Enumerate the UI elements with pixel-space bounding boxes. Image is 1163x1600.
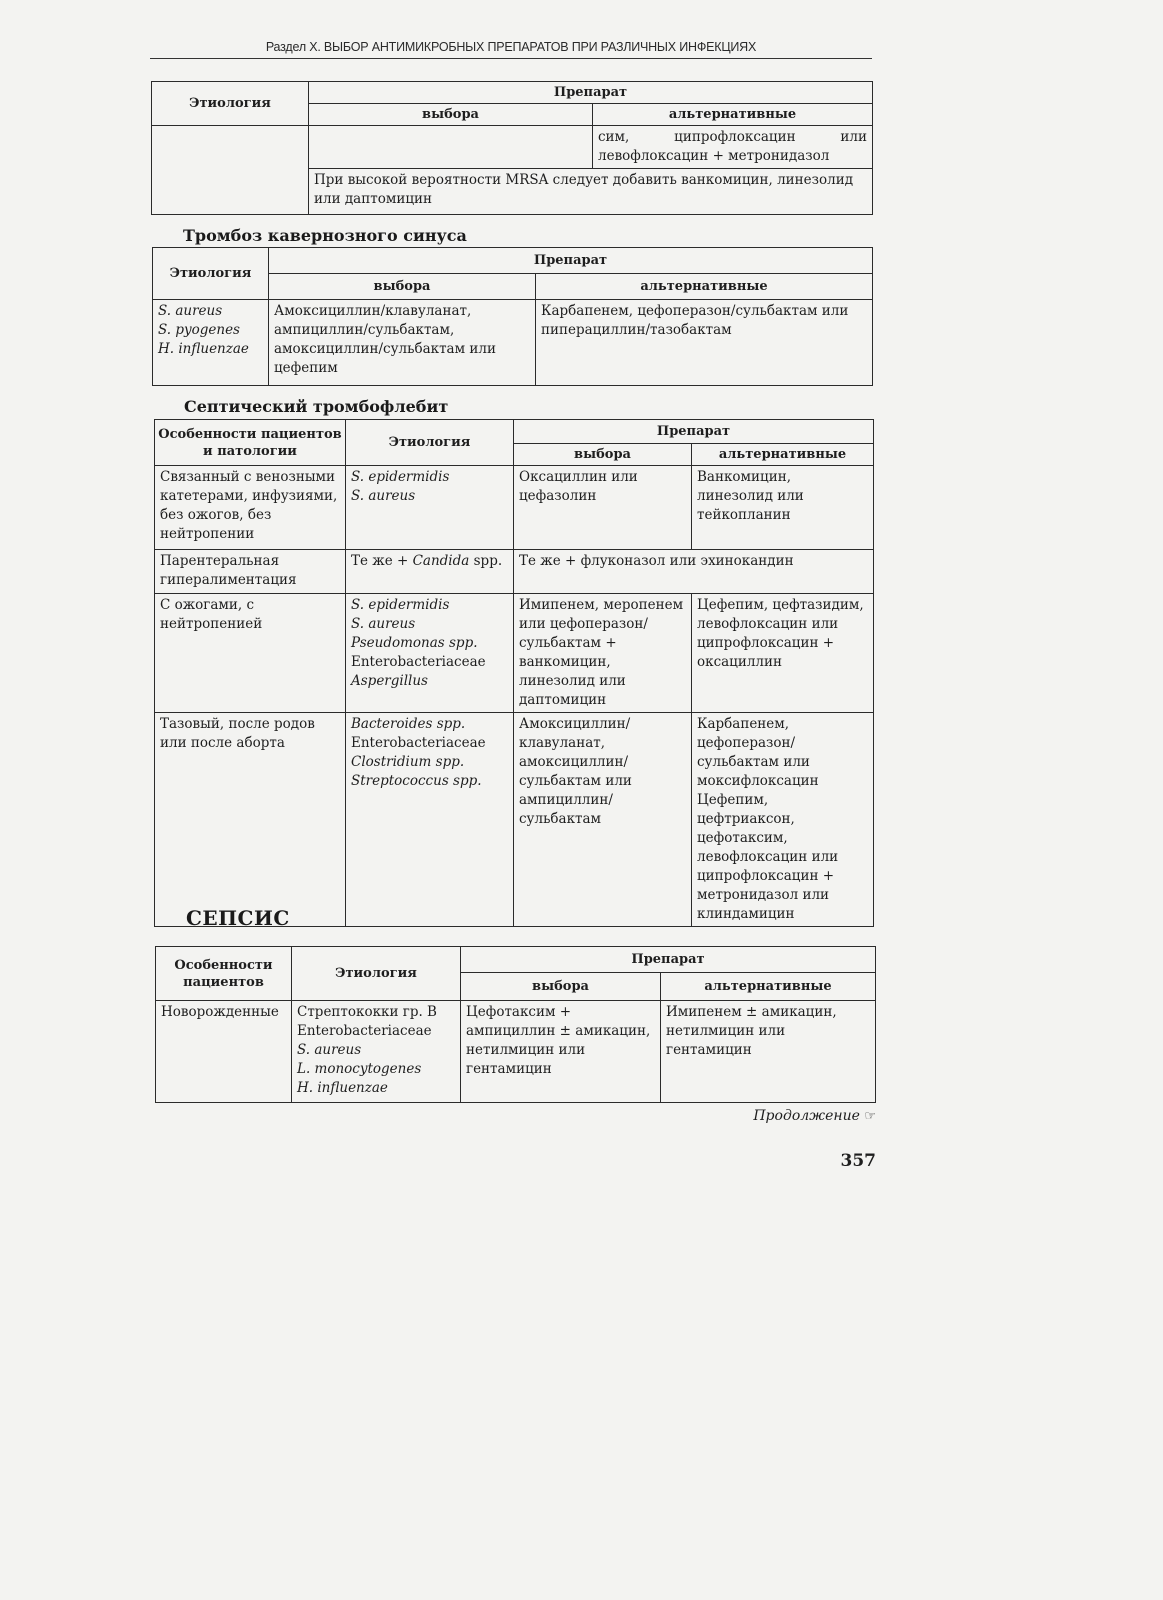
etiology-prefix: Те же + xyxy=(351,553,413,569)
header-alternative: альтернативные xyxy=(593,104,873,126)
cell-etiology xyxy=(153,300,269,386)
cell-alternative xyxy=(692,713,874,927)
table-septic-thrombophlebitis xyxy=(154,419,874,927)
organism-name: S. epidermidis xyxy=(351,597,450,613)
organism-name: Enterobacteriaceae xyxy=(297,1023,432,1039)
header-choice: выбора xyxy=(269,274,536,300)
cell-patients: Связанный с венозными катетерами, инфузиями, без ожогов, без нейтропении xyxy=(155,466,346,550)
organism-name: H. influenzae xyxy=(158,341,249,357)
header-drug: Препарат xyxy=(309,82,873,104)
header-alternative: альтернативные xyxy=(536,274,873,300)
organism-name: S. aureus xyxy=(351,616,416,632)
cell-etiology-empty xyxy=(152,126,309,215)
header-drug: Препарат xyxy=(514,420,874,444)
header-drug: Препарат xyxy=(269,248,873,274)
organism-name: H. influenzae xyxy=(297,1080,388,1096)
cell-alternative: Ванкомицин, линезолид или тейкопланин xyxy=(692,466,874,550)
header-alternative: альтернативные xyxy=(661,973,876,1001)
cell-etiology xyxy=(346,466,514,550)
organism-name: Enterobacteriaceae xyxy=(351,654,486,670)
header-etiology: Этиология xyxy=(153,248,269,300)
pointing-hand-icon: ☞ xyxy=(864,1109,876,1124)
organism-name: Стрептококки гр. В xyxy=(297,1004,437,1020)
cell-patients: Новорожденные xyxy=(156,1001,292,1103)
header-etiology: Этиология xyxy=(292,947,461,1001)
etiology-suffix: spp. xyxy=(469,553,503,569)
header-etiology: Этиология xyxy=(152,82,309,126)
organism-name: L. monocytogenes xyxy=(297,1061,422,1077)
continuation-label: Продолжение xyxy=(753,1108,860,1124)
organism-name: Candida xyxy=(412,553,470,569)
cell-note: При высокой вероятности MRSA следует добавить ванкомицин, линезолид или даптомицин xyxy=(309,169,873,215)
cell-choice: Амоксициллин/клавуланат, амоксициллин/сульбактам или ампициллин/сульбактам xyxy=(514,713,692,927)
section-title-cavernous: Тромбоз кавернозного синуса xyxy=(183,226,467,245)
organism-name: Enterobacteriaceae xyxy=(351,735,486,751)
header-choice: выбора xyxy=(514,444,692,466)
cell-choice: Оксациллин или цефазолин xyxy=(514,466,692,550)
cell-choice: Имипенем, меропенем или цефоперазон/сульбактам + ванкомицин, линезолид или даптомицин xyxy=(514,594,692,713)
cell-patients: С ожогами, с нейтропенией xyxy=(155,594,346,713)
organism-name: Streptococcus spp. xyxy=(351,773,482,789)
cell-alternative: Карбапенем, цефоперазон/сульбактам или пиперациллин/тазобактам xyxy=(536,300,873,386)
header-patients: Особенности пациентов и патологии xyxy=(155,420,346,466)
cell-etiology xyxy=(346,713,514,927)
header-drug: Препарат xyxy=(461,947,876,973)
header-choice: выбора xyxy=(461,973,661,1001)
cell-etiology xyxy=(292,1001,461,1103)
cell-choice-empty xyxy=(309,126,593,169)
cell-patients: Тазовый, после родов или после аборта xyxy=(155,713,346,927)
cell-etiology xyxy=(346,594,514,713)
cell-alternative: Цефепим, цефтазидим, левофлоксацин или ципрофлоксацин + оксациллин xyxy=(692,594,874,713)
header-etiology: Этиология xyxy=(346,420,514,466)
organism-name: S. aureus xyxy=(158,303,223,319)
header-alternative: альтернативные xyxy=(692,444,874,466)
organism-name: S. epidermidis xyxy=(351,469,450,485)
cell-etiology xyxy=(346,550,514,594)
organism-name: Clostridium spp. xyxy=(351,754,465,770)
cell-patients: Парентеральная гипералиментация xyxy=(155,550,346,594)
section-title-sepsis: СЕПСИС xyxy=(186,906,290,930)
organism-name: Pseudomonas spp. xyxy=(351,635,478,651)
table-sepsis xyxy=(155,946,876,1103)
organism-name: Aspergillus xyxy=(351,673,428,689)
cell-choice: Амоксициллин/клавуланат, ампициллин/сульбактам, амоксициллин/сульбактам или цефепим xyxy=(269,300,536,386)
cell-choice: Цефотаксим + ампициллин ± амикацин, нетилмицин или гентамицин xyxy=(461,1001,661,1103)
continuation-note xyxy=(700,1108,876,1124)
organism-name: S. aureus xyxy=(351,488,416,504)
alternative-option: Цефепим, цефтриаксон, цефотаксим, левофлоксацин или ципрофлоксацин + метронидазол или клиндамицин xyxy=(697,792,839,922)
cell-alternative: Имипенем ± амикацин, нетилмицин или гентамицин xyxy=(661,1001,876,1103)
section-title-thrombophlebitis: Септический тромбофлебит xyxy=(184,397,449,416)
running-head: Раздел X. ВЫБОР АНТИМИКРОБНЫХ ПРЕПАРАТОВ ПРИ РАЗЛИЧНЫХ ИНФЕКЦИЯХ xyxy=(265,40,757,54)
table-cavernous-sinus xyxy=(152,247,873,386)
organism-name: Bacteroides spp. xyxy=(351,716,466,732)
organism-name: S. pyogenes xyxy=(158,322,240,338)
alternative-option: Карбапенем, цефоперазон/сульбактам или моксифлоксацин xyxy=(697,716,819,789)
header-choice: выбора xyxy=(309,104,593,126)
header-rule xyxy=(150,58,872,59)
organism-name: S. aureus xyxy=(297,1042,362,1058)
cell-alternative: сим, ципрофлоксацин или левофлоксацин + метронидазол xyxy=(593,126,873,169)
table-continued xyxy=(151,81,873,215)
page-number: 357 xyxy=(840,1151,876,1171)
header-patients: Особенности пациентов xyxy=(156,947,292,1001)
cell-combined-drug: Те же + флуконазол или эхинокандин xyxy=(514,550,874,594)
